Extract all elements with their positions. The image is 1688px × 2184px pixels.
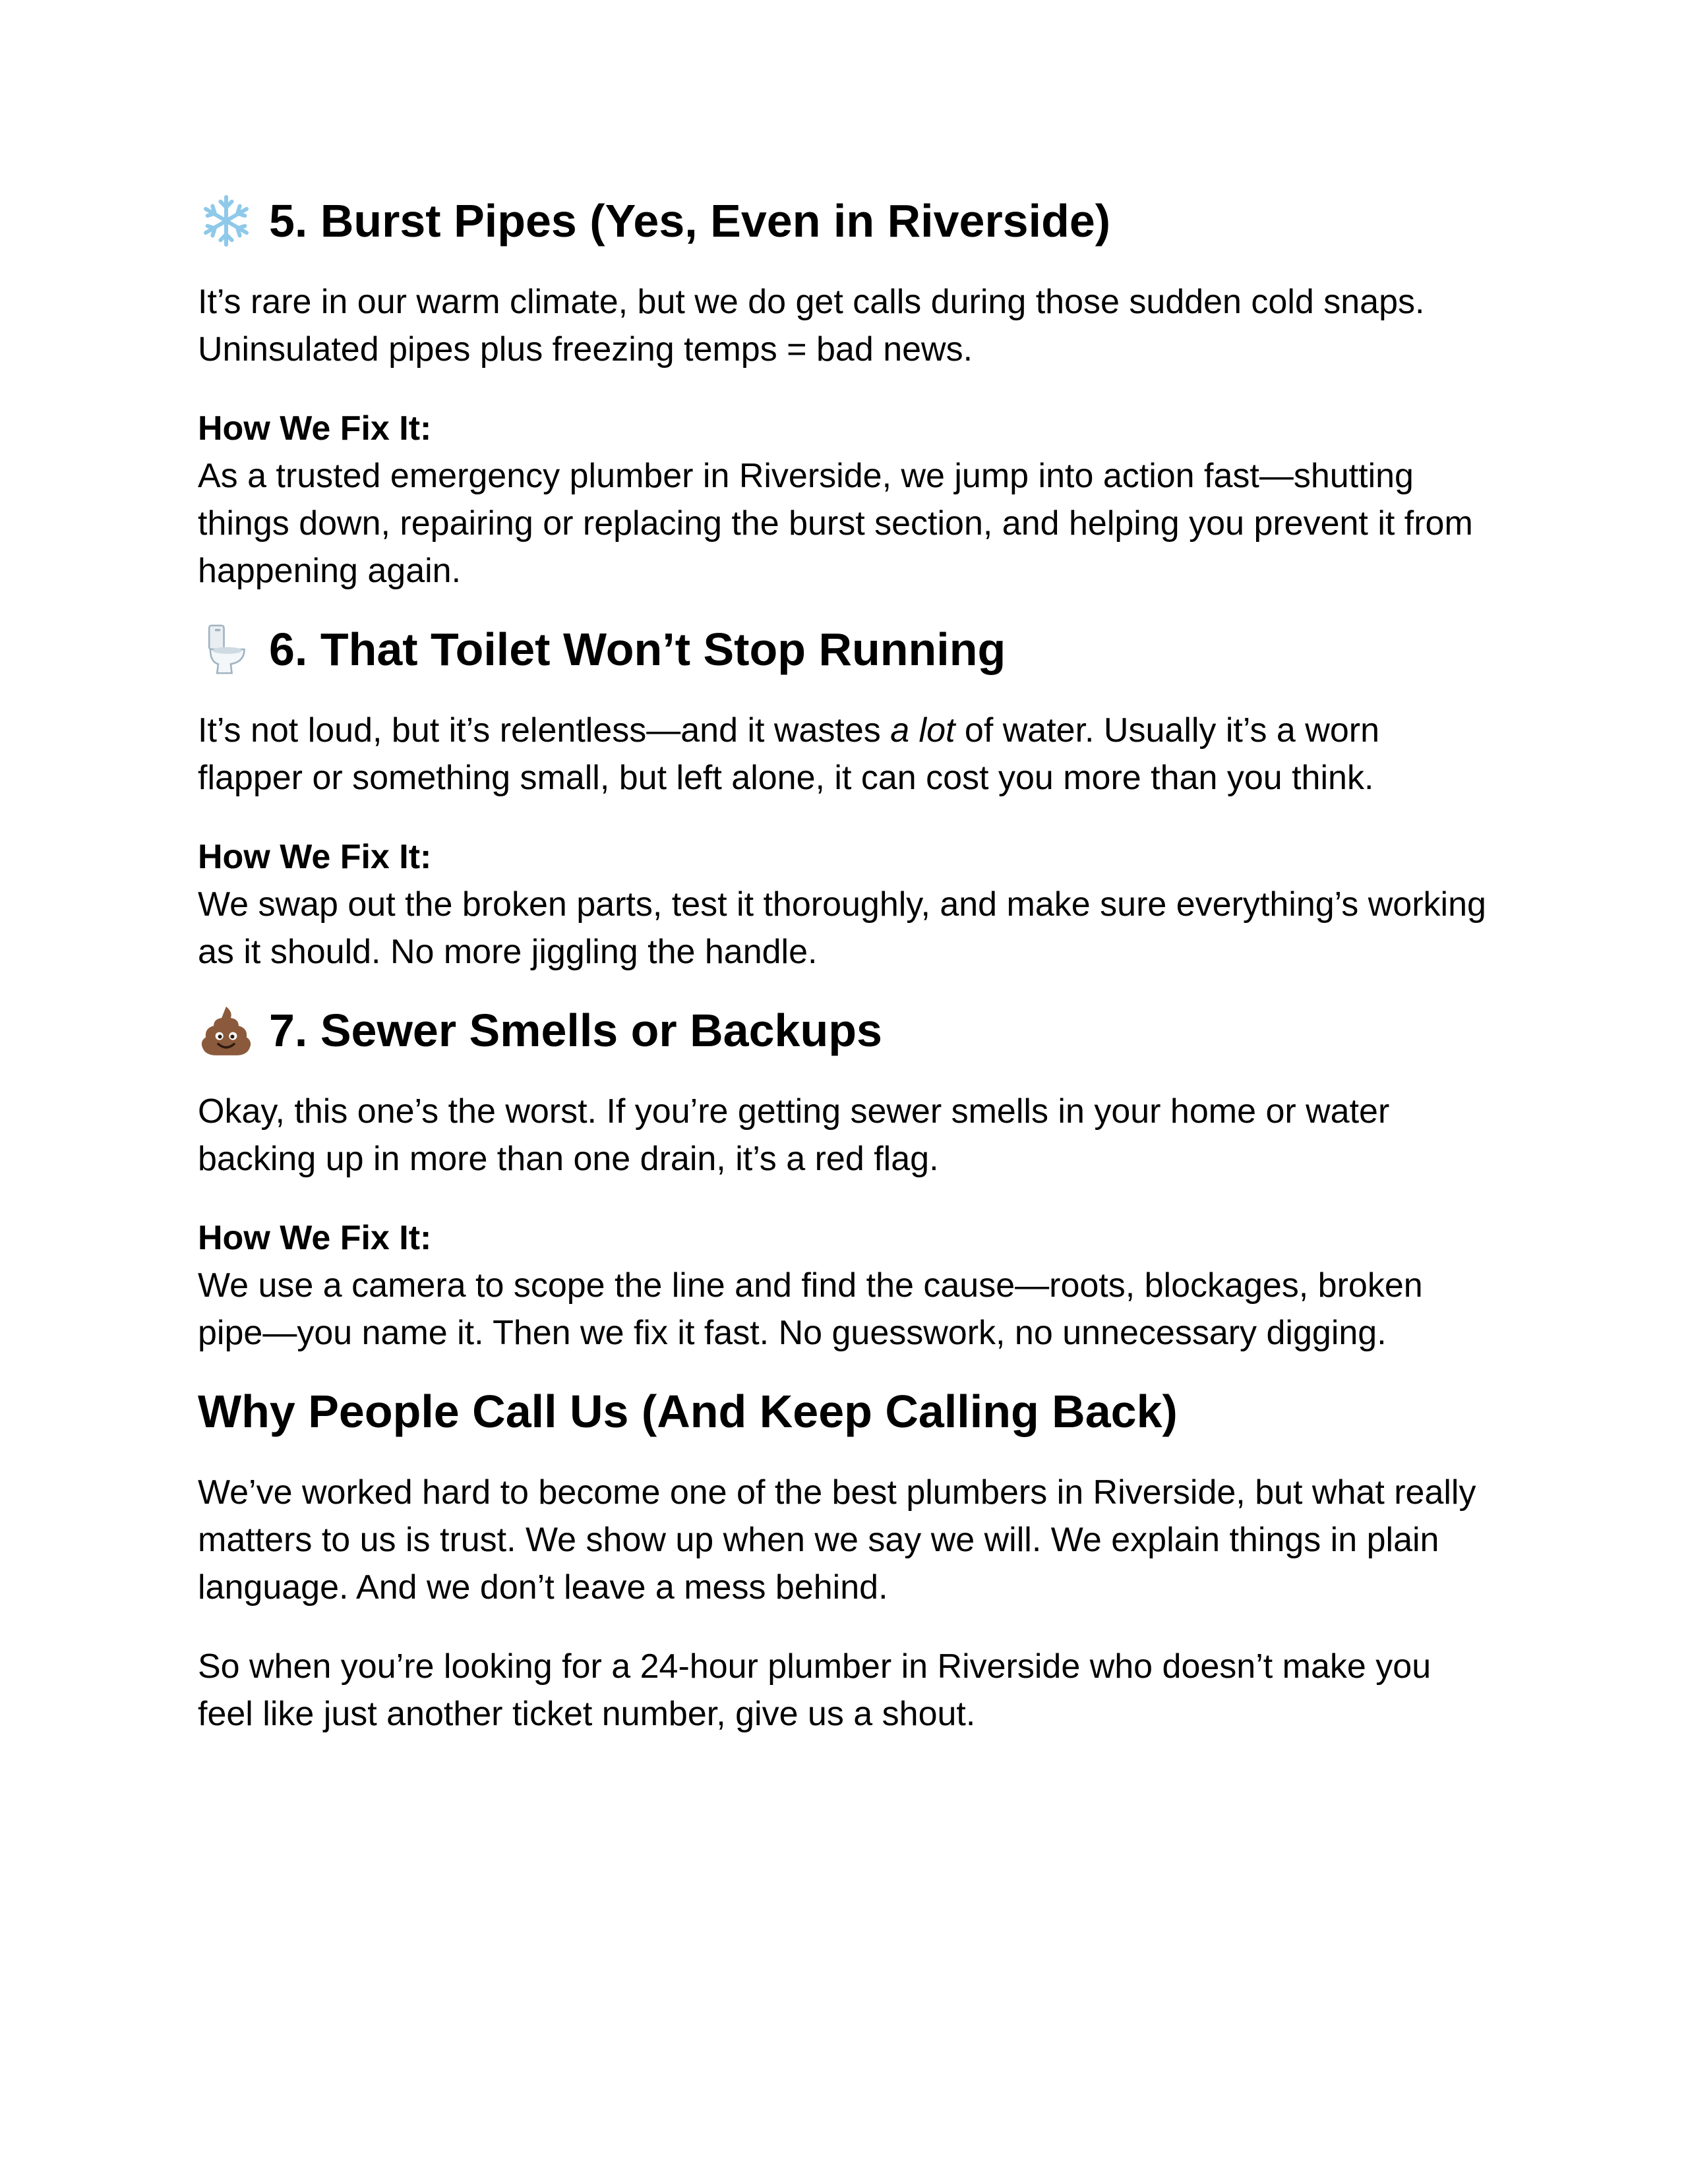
fix-label: How We Fix It: [198,838,432,876]
closing-heading [198,1382,1490,1441]
fix-paragraph [198,833,1490,976]
closing-paragraph-1: We’ve worked hard to become one of the best plumbers in Riverside, but what really matters to us is trust. We show up when we say we will. We explain things in plain language. And we don’t leave a mess behind. [198,1473,1476,1607]
poop-icon [198,1002,255,1059]
closing-paragraph-2: So when you’re looking for a 24-hour plumber in Riverside who doesn’t make you feel like just another ticket number, give us a shout. [198,1647,1432,1733]
toilet-icon [198,621,255,678]
section-heading-text: 6. That Toilet Won’t Stop Running [269,624,1006,675]
section-heading-toilet [198,620,1490,679]
fix-paragraph [198,1214,1490,1357]
section-intro: It’s rare in our warm climate, but we do get calls during those sudden cold snaps. Uninsulated pipes plus freezing temps = bad news. [198,283,1425,369]
section-intro [198,707,1490,802]
section-heading-text: 7. Sewer Smells or Backups [269,1005,882,1056]
section-heading-burst-pipes [198,191,1490,251]
section-intro: Okay, this one’s the worst. If you’re getting sewer smells in your home or water backing up in more than one drain, it’s a red flag. [198,1092,1390,1178]
intro-emphasis: a lot [890,711,955,750]
fix-body: As a trusted emergency plumber in Riverside, we jump into action fast—shutting things down, repairing or replacing the burst section, and helping you prevent it from happening again. [198,457,1473,590]
intro-text-before: It’s not loud, but it’s relentless—and it wastes [198,711,891,750]
fix-body: We swap out the broken parts, test it thoroughly, and make sure everything’s working as it should. No more jiggling the handle. [198,885,1486,971]
fix-paragraph [198,405,1490,595]
intro-text-after: of water. Usually it’s a worn flapper or something small, but left alone, it can cost you more than you think. [198,711,1380,797]
fix-label: How We Fix It: [198,409,432,448]
closing-heading-text: Why People Call Us (And Keep Calling Back) [198,1386,1178,1437]
snowflake-icon [198,192,255,249]
section-heading-sewer [198,1001,1490,1060]
fix-label: How We Fix It: [198,1219,432,1257]
section-heading-text: 5. Burst Pipes (Yes, Even in Riverside) [269,195,1111,247]
fix-body: We use a camera to scope the line and find the cause—roots, blockages, broken pipe—you name it. Then we fix it fast. No guesswork, no unnecessary digging. [198,1266,1423,1352]
